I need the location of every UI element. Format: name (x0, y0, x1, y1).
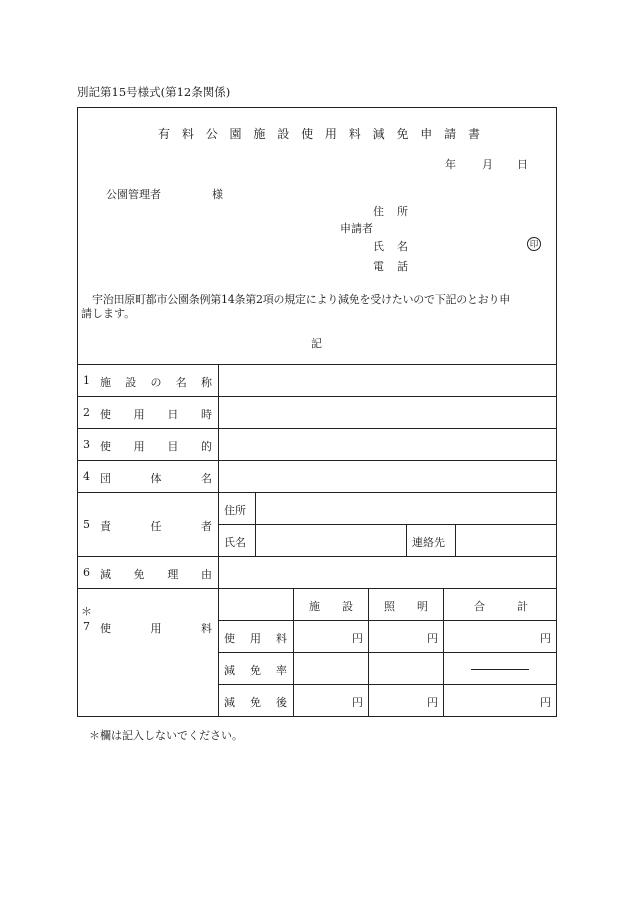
row-line-5-mid (218, 524, 557, 525)
fee-line-3 (218, 684, 557, 685)
title-char: 使 (301, 127, 314, 141)
row4-number: 4 (83, 470, 90, 483)
resp-contact-divider-left (406, 524, 407, 556)
label-column-divider (218, 364, 219, 717)
responsible-address-label: 住所 (224, 504, 246, 517)
fee-col-total-char: 合 (474, 600, 485, 613)
row2-label (100, 406, 212, 422)
row6-number: 6 (83, 566, 90, 579)
name-label-char: 名 (397, 240, 408, 253)
row1-label-char: 名 (175, 376, 187, 389)
fee-row-usage-fee (224, 630, 287, 646)
fee-row-after-reduction (224, 694, 287, 710)
row3-label-char: 目 (167, 440, 179, 453)
fee-col-lighting-char: 明 (417, 600, 428, 613)
row2-label-char: 使 (100, 408, 111, 421)
row7-label-char: 料 (201, 622, 212, 635)
date-year: 年 (445, 158, 456, 171)
applicant-address-label (373, 203, 408, 219)
row7-label-char: 使 (100, 622, 111, 635)
row-line-1 (77, 396, 557, 397)
row4-label-char: 名 (201, 472, 212, 485)
fee-col-divider-3 (443, 588, 444, 717)
fee-col-total-char: 計 (517, 600, 528, 613)
responsible-contact-label: 連絡先 (412, 536, 445, 549)
form-title (158, 125, 480, 142)
yen-fee-total: 円 (540, 632, 551, 645)
fee-line-1 (218, 620, 557, 621)
row7-asterisk: ＊ (81, 605, 92, 618)
row6-label-char: 理 (167, 568, 179, 581)
row3-label-char: 的 (200, 440, 212, 453)
applicant-phone-label (373, 258, 408, 274)
row4-label-char: 団 (100, 472, 111, 485)
fee-row-reduction-rate-char: 免 (250, 664, 261, 677)
title-char: 用 (324, 127, 337, 141)
date-day: 日 (517, 158, 528, 171)
row7-label (100, 620, 212, 636)
yen-after-lighting: 円 (427, 696, 438, 709)
title-char: 設 (277, 127, 290, 141)
fee-row-reduction-rate (224, 662, 287, 678)
fee-col-lighting-char: 照 (384, 600, 395, 613)
rate-total-dash (471, 669, 529, 670)
title-char: 施 (253, 127, 266, 141)
address-label-char: 所 (397, 205, 408, 218)
date-month: 月 (482, 158, 493, 171)
row5-number: 5 (83, 518, 90, 531)
row-line-3 (77, 460, 557, 461)
row1-number: 1 (83, 374, 90, 387)
fee-col-divider-2 (368, 588, 369, 717)
request-text-line2: 請します。 (81, 307, 136, 320)
title-char: 有 (158, 127, 171, 141)
row1-label-char: 施 (100, 376, 111, 389)
fee-col-facility (309, 598, 353, 614)
yen-fee-facility: 円 (352, 632, 363, 645)
park-manager-label: 公園管理者 (106, 188, 161, 201)
resp-contact-divider-right (455, 524, 456, 556)
title-char: 料 (181, 127, 194, 141)
row5-label-char: 任 (150, 520, 162, 533)
title-char: 減 (372, 127, 385, 141)
fee-row-after-reduction-char: 減 (224, 696, 235, 709)
row6-label-char: 由 (200, 568, 212, 581)
title-char: 請 (444, 127, 457, 141)
table-top-line (77, 364, 557, 365)
fee-row-reduction-rate-char: 減 (224, 664, 235, 677)
row-line-2 (77, 428, 557, 429)
fee-row-reduction-rate-char: 率 (276, 664, 287, 677)
honorific-sama: 様 (212, 188, 223, 201)
row5-label-char: 者 (201, 520, 212, 533)
footnote: ＊欄は記入しないでください。 (89, 729, 243, 742)
row3-label-char: 使 (100, 440, 111, 453)
name-label-char: 氏 (373, 240, 384, 253)
fee-row-usage-fee-char: 料 (276, 632, 287, 645)
row2-label-char: 用 (133, 408, 145, 421)
title-char: 申 (420, 127, 433, 141)
applicant-label: 申請者 (340, 222, 373, 235)
yen-after-total: 円 (540, 696, 551, 709)
fee-col-facility-char: 設 (342, 600, 353, 613)
row4-label-char: 体 (150, 472, 162, 485)
row3-label (100, 438, 212, 454)
row2-label-char: 時 (200, 408, 212, 421)
row5-label-char: 責 (100, 520, 111, 533)
row1-label-char: 設 (125, 376, 137, 389)
title-char: 公 (205, 127, 218, 141)
row2-label-char: 日 (167, 408, 179, 421)
fee-col-facility-char: 施 (309, 600, 320, 613)
fee-col-divider-1 (293, 588, 294, 717)
row7-label-char: 用 (150, 622, 162, 635)
row6-label (100, 566, 212, 582)
fee-line-2 (218, 652, 557, 653)
fee-col-lighting (384, 598, 428, 614)
fee-row-after-reduction-char: 後 (276, 696, 287, 709)
row7-number: 7 (83, 620, 90, 633)
fee-col-total (474, 598, 528, 614)
row5-label (100, 518, 212, 534)
row-line-4 (77, 492, 557, 493)
row3-number: 3 (83, 438, 90, 451)
fee-row-usage-fee-char: 使 (224, 632, 235, 645)
row6-label-char: 減 (100, 568, 111, 581)
yen-after-facility: 円 (352, 696, 363, 709)
title-char: 免 (396, 127, 409, 141)
yen-fee-lighting: 円 (427, 632, 438, 645)
fee-row-usage-fee-char: 用 (250, 632, 261, 645)
row2-number: 2 (83, 406, 90, 419)
row-line-5 (77, 556, 557, 557)
title-char: 園 (229, 127, 242, 141)
row3-label-char: 用 (133, 440, 145, 453)
row1-label (100, 374, 212, 390)
resp-address-divider (255, 492, 256, 556)
row1-label-char: 称 (201, 376, 212, 389)
title-char: 書 (467, 127, 480, 141)
row1-label-char: の (150, 376, 162, 389)
row6-label-char: 免 (133, 568, 145, 581)
seal-mark: 印 (527, 237, 541, 251)
fee-row-after-reduction-char: 免 (250, 696, 261, 709)
responsible-name-label: 氏名 (224, 536, 246, 549)
phone-label-char: 話 (397, 260, 408, 273)
row-line-6 (77, 588, 557, 589)
address-label-char: 住 (373, 205, 384, 218)
ki-mark: 記 (311, 337, 322, 350)
form-code: 別記第15号様式(第12条関係) (77, 85, 231, 99)
phone-label-char: 電 (373, 260, 384, 273)
applicant-name-label (373, 238, 408, 254)
row4-label (100, 470, 212, 486)
request-text-line1: 宇治田原町都市公園条例第14条第2項の規定により減免を受けたいので下記のとおり申 (92, 293, 510, 306)
title-char: 料 (348, 127, 361, 141)
